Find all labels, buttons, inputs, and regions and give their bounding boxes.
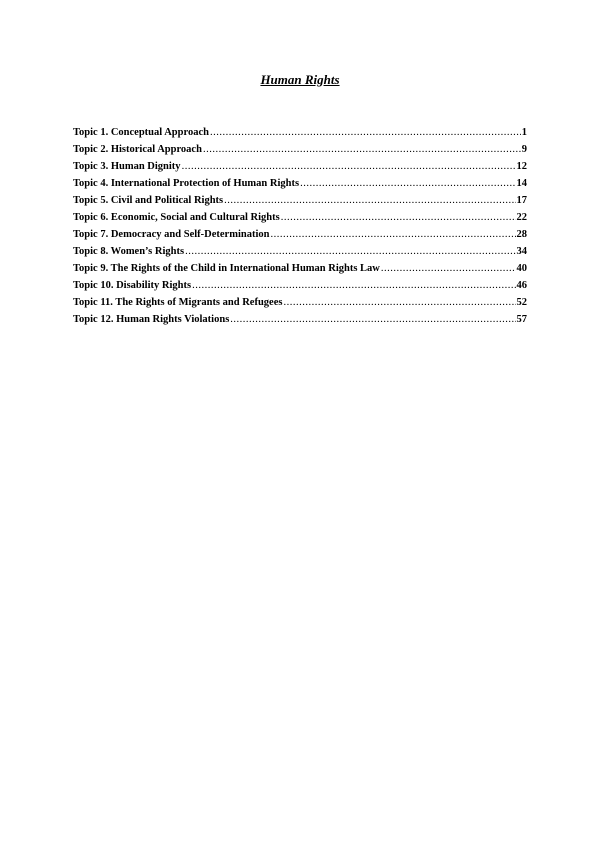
toc-entry-title: Topic 5. Civil and Political Rights	[73, 195, 224, 206]
toc-dot-leader	[381, 260, 516, 277]
toc-entry-title: Topic 8. Women’s Rights	[73, 246, 185, 257]
toc-entry-title: Topic 10. Disability Rights	[73, 280, 192, 291]
toc-page-number: 28	[516, 229, 527, 240]
toc-entry-title: Topic 9. The Rights of the Child in International Human Rights Law	[73, 263, 380, 274]
toc-entry-title: Topic 6. Economic, Social and Cultural Rights	[73, 212, 280, 223]
toc-page-number: 34	[516, 246, 527, 257]
toc-entry	[73, 243, 527, 260]
toc-entry	[73, 277, 527, 294]
toc-entry	[73, 226, 527, 243]
toc-entry-title: Topic 4. International Protection of Human Rights	[73, 178, 300, 189]
toc-dot-leader	[210, 124, 521, 141]
toc-page-number: 12	[516, 161, 527, 172]
toc-entry	[73, 294, 527, 311]
toc-dot-leader	[281, 209, 516, 226]
toc-entry	[73, 192, 527, 209]
toc-entry	[73, 260, 527, 277]
toc-page-number: 1	[521, 127, 527, 138]
toc-page-number: 22	[516, 212, 527, 223]
toc-entry	[73, 311, 527, 328]
toc-dot-leader	[270, 226, 515, 243]
toc-dot-leader	[283, 294, 515, 311]
toc-entry-title: Topic 2. Historical Approach	[73, 144, 202, 155]
toc-entry-title: Topic 11. The Rights of Migrants and Refugees	[73, 297, 283, 308]
toc-entry	[73, 141, 527, 158]
toc-dot-leader	[224, 192, 515, 209]
toc-page-number: 9	[521, 144, 527, 155]
toc-page-number: 52	[516, 297, 527, 308]
toc-entry-title: Topic 1. Conceptual Approach	[73, 127, 209, 138]
table-of-contents	[73, 124, 527, 328]
toc-dot-leader	[203, 141, 521, 158]
toc-entry	[73, 175, 527, 192]
toc-entry	[73, 124, 527, 141]
toc-page-number: 46	[516, 280, 527, 291]
toc-dot-leader	[182, 158, 516, 175]
toc-entry-title: Topic 12. Human Rights Violations	[73, 314, 230, 325]
toc-page-number: 17	[516, 195, 527, 206]
toc-entry	[73, 209, 527, 226]
toc-entry-title: Topic 3. Human Dignity	[73, 161, 181, 172]
toc-dot-leader	[185, 243, 515, 260]
toc-page-number: 57	[516, 314, 527, 325]
toc-page-number: 14	[516, 178, 527, 189]
toc-page-number: 40	[516, 263, 527, 274]
document-title: Human Rights	[260, 72, 340, 87]
toc-dot-leader	[230, 311, 515, 328]
toc-entry-title: Topic 7. Democracy and Self-Determination	[73, 229, 270, 240]
toc-dot-leader	[300, 175, 515, 192]
toc-dot-leader	[192, 277, 515, 294]
toc-entry	[73, 158, 527, 175]
